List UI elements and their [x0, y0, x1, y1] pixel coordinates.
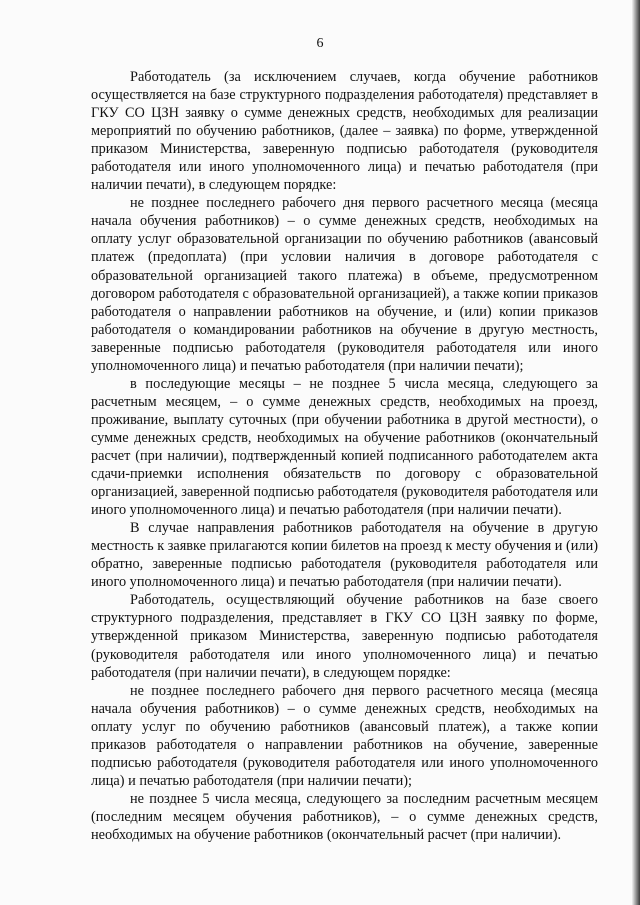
paragraph-first-month-advance: не позднее последнего рабочего дня первого расчетного месяца (месяца начала обучения работников) – о сумме денежных средств, необходимых на оплату услуг образовательной организации по обучению работников (авансовый платеж (предоплата) (при условии наличия в договоре работодателя с образовательной организацией такого платежа) в объеме, предусмотренном договором работодателя с образовательной организацией), а также копии приказов работодателя о направлении работников на обучение, и (или) копии приказов работодателя о командировании работников на обучение в другую местность, заверенные подписью работодателя (руководителя работодателя или иного уполномоченного лица) и печатью работодателя (при наличии печати); — [91, 195, 598, 374]
paragraph-employer-application: Работодатель (за исключением случаев, когда обучение работников осуществляется на базе структурного подразделения работодателя) представляет в ГКУ СО ЦЗН заявку о сумме денежных средств, необходимых для реализации мероприятий по обучению работников, (далее – заявка) по форме, утвержденной приказом Министерства, заверенную подписью работодателя (руководителя работодателя или иного уполномоченного лица) и печатью работодателя (при наличии печати), в следующем порядке: — [91, 69, 598, 194]
document-body — [91, 68, 598, 844]
paragraph-following-months: в последующие месяцы – не позднее 5 числа месяца, следующего за расчетным месяцем, – о сумме денежных средств, необходимых на проезд, проживание, выплату суточных (при обучении работника в другой местности), о сумме денежных средств, необходимых на обучение работников (окончательный расчет (при наличии), подтвержденный копией подписанного работодателем акта сдачи-приемки исполнения обязательств по договору с образовательной организацией, заверенной подписью работодателя (руководителя работодателя или иного уполномоченного лица) и печатью работодателя (при наличии печати). — [91, 375, 598, 519]
page-number: 6 — [316, 36, 324, 51]
paragraph-other-locality-tickets: В случае направления работников работодателя на обучение в другую местность к заявке прилагаются копии билетов на проезд к месту обучения и (или) обратно, заверенные подписью работодателя (руководителя работодателя или иного уполномоченного лица) и печатью работодателя (при наличии печати). — [91, 520, 598, 591]
paragraph-own-division-first-month: не позднее последнего рабочего дня первого расчетного месяца (месяца начала обучения работников) – о сумме денежных средств, необходимых на оплату услуг по обучению работников (авансовый платеж), а также копии приказов работодателя о направлении работников на обучение, заверенные подписью работодателя (руководителя работодателя или иного уполномоченного лица) и печатью работодателя (при наличии печати); — [91, 682, 598, 789]
paragraph-own-division-training: Работодатель, осуществляющий обучение работников на базе своего структурного подразделения, представляет в ГКУ СО ЦЗН заявку по форме, утвержденной приказом Министерства, заверенную подписью работодателя (руководителя работодателя или иного уполномоченного лица) и печатью работодателя (при наличии печати), в следующем порядке: — [91, 592, 598, 681]
scan-edge-shadow — [632, 0, 640, 905]
paragraph-own-division-final: не позднее 5 числа месяца, следующего за последним расчетным месяцем (последним месяцем обучения работников), – о сумме денежных средств, необходимых на обучение работников (окончательный расчет (при наличии). — [91, 790, 598, 843]
